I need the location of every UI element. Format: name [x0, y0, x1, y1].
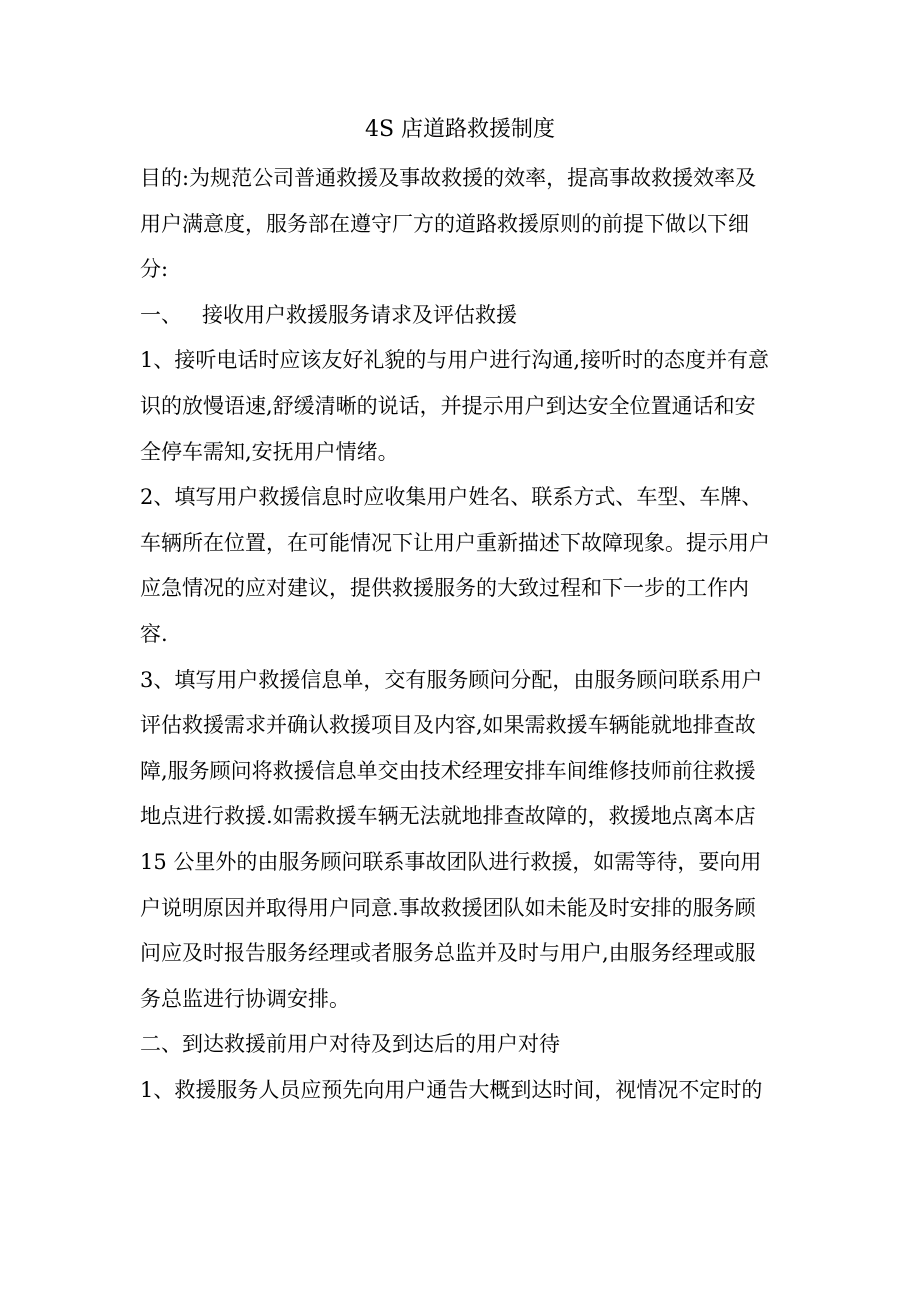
section-heading: 二、到达救援前用户对待及到达后的用户对待 — [140, 1032, 560, 1057]
text-line: 车辆所在位置，在可能情况下让用户重新描述下故障现象。提示用户 — [140, 530, 770, 555]
document-title: 4S 店道路救援制度 — [364, 117, 556, 142]
text-line: 容. — [140, 621, 168, 646]
text-line: 1、接听电话时应该友好礼貌的与用户进行沟通,接听时的态度并有意 — [140, 348, 770, 373]
text-line: 障,服务顾问将救援信息单交由技术经理安排车间维修技师前往救援 — [140, 758, 756, 783]
text-line: 全停车需知,安抚用户情绪。 — [140, 439, 399, 464]
section-heading: 一、 接收用户救援服务请求及评估救援 — [140, 302, 518, 327]
text-line: 15 公里外的由服务顾问联系事故团队进行救援，如需等待，要向用 — [140, 849, 762, 874]
text-line: 目的:为规范公司普通救援及事故救援的效率，提高事故救援效率及 — [140, 166, 757, 190]
text-line: 识的放慢语速,舒缓清晰的说话，并提示用户到达安全位置通话和安 — [140, 393, 756, 418]
text-line: 用户满意度，服务部在遵守厂方的道路救援原则的前提下做以下细 — [140, 211, 749, 236]
text-line: 分: — [140, 257, 169, 282]
text-line: 3、填写用户救援信息单，交有服务顾问分配，由服务顾问联系用户 — [140, 667, 763, 692]
text-line: 地点进行救援.如需救援车辆无法就地排查故障的，救援地点离本店 — [140, 804, 756, 829]
text-line: 2、填写用户救援信息时应收集用户姓名、联系方式、车型、车牌、 — [140, 485, 763, 510]
text-line: 问应及时报告服务经理或者服务总监并及时与用户,由服务经理或服 — [140, 941, 756, 966]
text-line: 1、救援服务人员应预先向用户通告大概到达时间，视情况不定时的 — [140, 1077, 763, 1102]
text-line: 户说明原因并取得用户同意.事故救援团队如未能及时安排的服务顾 — [140, 895, 756, 920]
text-line: 应急情况的应对建议，提供救援服务的大致过程和下一步的工作内 — [140, 576, 749, 601]
document-body — [140, 156, 783, 1113]
text-line: 评估救援需求并确认救援项目及内容,如果需救援车辆能就地排查故 — [140, 713, 756, 738]
text-line: 务总监进行协调安排。 — [140, 986, 350, 1011]
